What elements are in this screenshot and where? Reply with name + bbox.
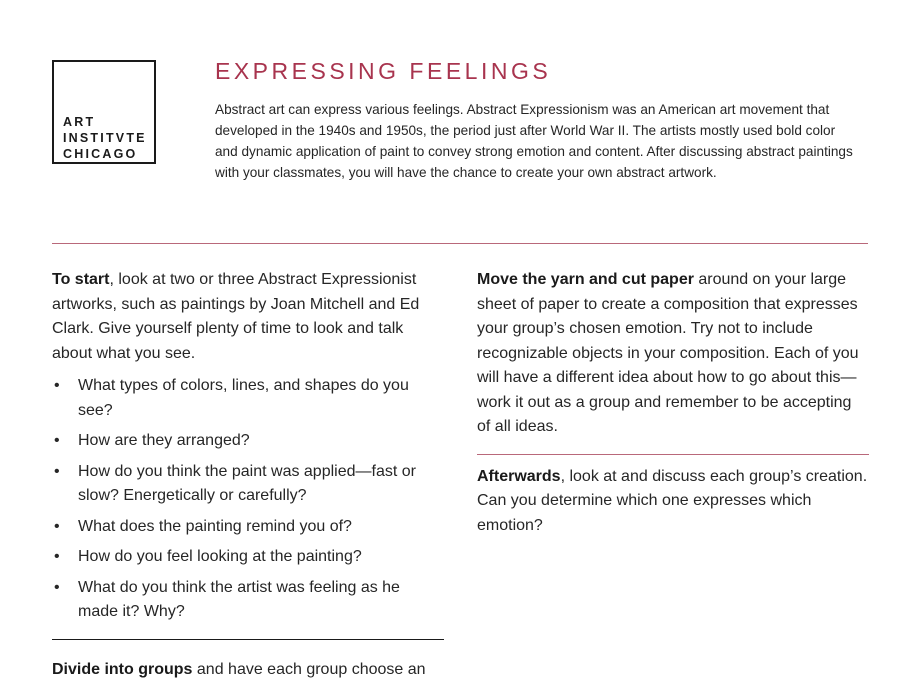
move-lead: Move the yarn and cut paper <box>477 271 694 288</box>
divide-text: and have each group choose an <box>192 661 425 678</box>
left-section-divider <box>52 639 444 640</box>
logo-line-chicago: CHICAGO <box>63 146 147 162</box>
question-text: How do you think the paint was applied—fast or slow? Energetically or carefully? <box>78 463 416 505</box>
list-item <box>52 515 444 540</box>
bullet-icon: • <box>54 460 60 485</box>
intro-paragraph: Abstract art can express various feelings. Abstract Expressionism was an American art movement that developed in the 1940s and 1950s, the period just after World War II. The artists mostly used bold color and dynamic application of paint to convey strong emotion and content. After discussing abstract paintings with your classmates, you will have the chance to create your own abstract artwork. <box>215 99 855 183</box>
question-list <box>52 374 444 625</box>
move-text: around on your large sheet of paper to create a composition that expresses your group’s chosen emotion. Try not to include recognizable objects in your composition. Each of you will have a different idea about how to go about this—work it out as a group and remember to be accepting of all ideas. <box>477 271 859 435</box>
logo-line-art: ART <box>63 114 147 130</box>
art-institute-logo <box>52 60 156 164</box>
afterwards-text: , look at and discuss each group’s creation. Can you determine which one expresses which emotion? <box>477 468 867 534</box>
question-text: How do you feel looking at the painting? <box>78 548 362 565</box>
list-item <box>52 460 444 509</box>
start-text: , look at two or three Abstract Expressionist artworks, such as paintings by Joan Mitchell and Ed Clark. Give yourself plenty of time to look and talk about what you see. <box>52 271 419 362</box>
start-lead: To start <box>52 271 109 288</box>
list-item <box>52 545 444 570</box>
logo-wordmark <box>63 114 147 162</box>
bullet-icon: • <box>54 515 60 540</box>
bullet-icon: • <box>54 576 60 601</box>
divide-paragraph <box>52 658 444 682</box>
question-text: What do you think the artist was feeling as he made it? Why? <box>78 579 400 621</box>
afterwards-lead: Afterwards <box>477 468 561 485</box>
move-paragraph <box>477 268 869 440</box>
left-column <box>52 268 444 682</box>
bullet-icon: • <box>54 429 60 454</box>
list-item <box>52 374 444 423</box>
right-column <box>477 268 869 538</box>
header-divider <box>52 243 868 244</box>
question-text: What does the painting remind you of? <box>78 518 352 535</box>
list-item <box>52 576 444 625</box>
logo-line-institute: INSTITVTE <box>63 130 147 146</box>
page-title: EXPRESSING FEELINGS <box>215 58 551 85</box>
bullet-icon: • <box>54 545 60 570</box>
list-item <box>52 429 444 454</box>
bullet-icon: • <box>54 374 60 399</box>
start-paragraph <box>52 268 444 366</box>
afterwards-paragraph <box>477 465 869 539</box>
question-text: What types of colors, lines, and shapes do you see? <box>78 377 409 419</box>
question-text: How are they arranged? <box>78 432 250 449</box>
right-section-divider <box>477 454 869 455</box>
divide-lead: Divide into groups <box>52 661 192 678</box>
